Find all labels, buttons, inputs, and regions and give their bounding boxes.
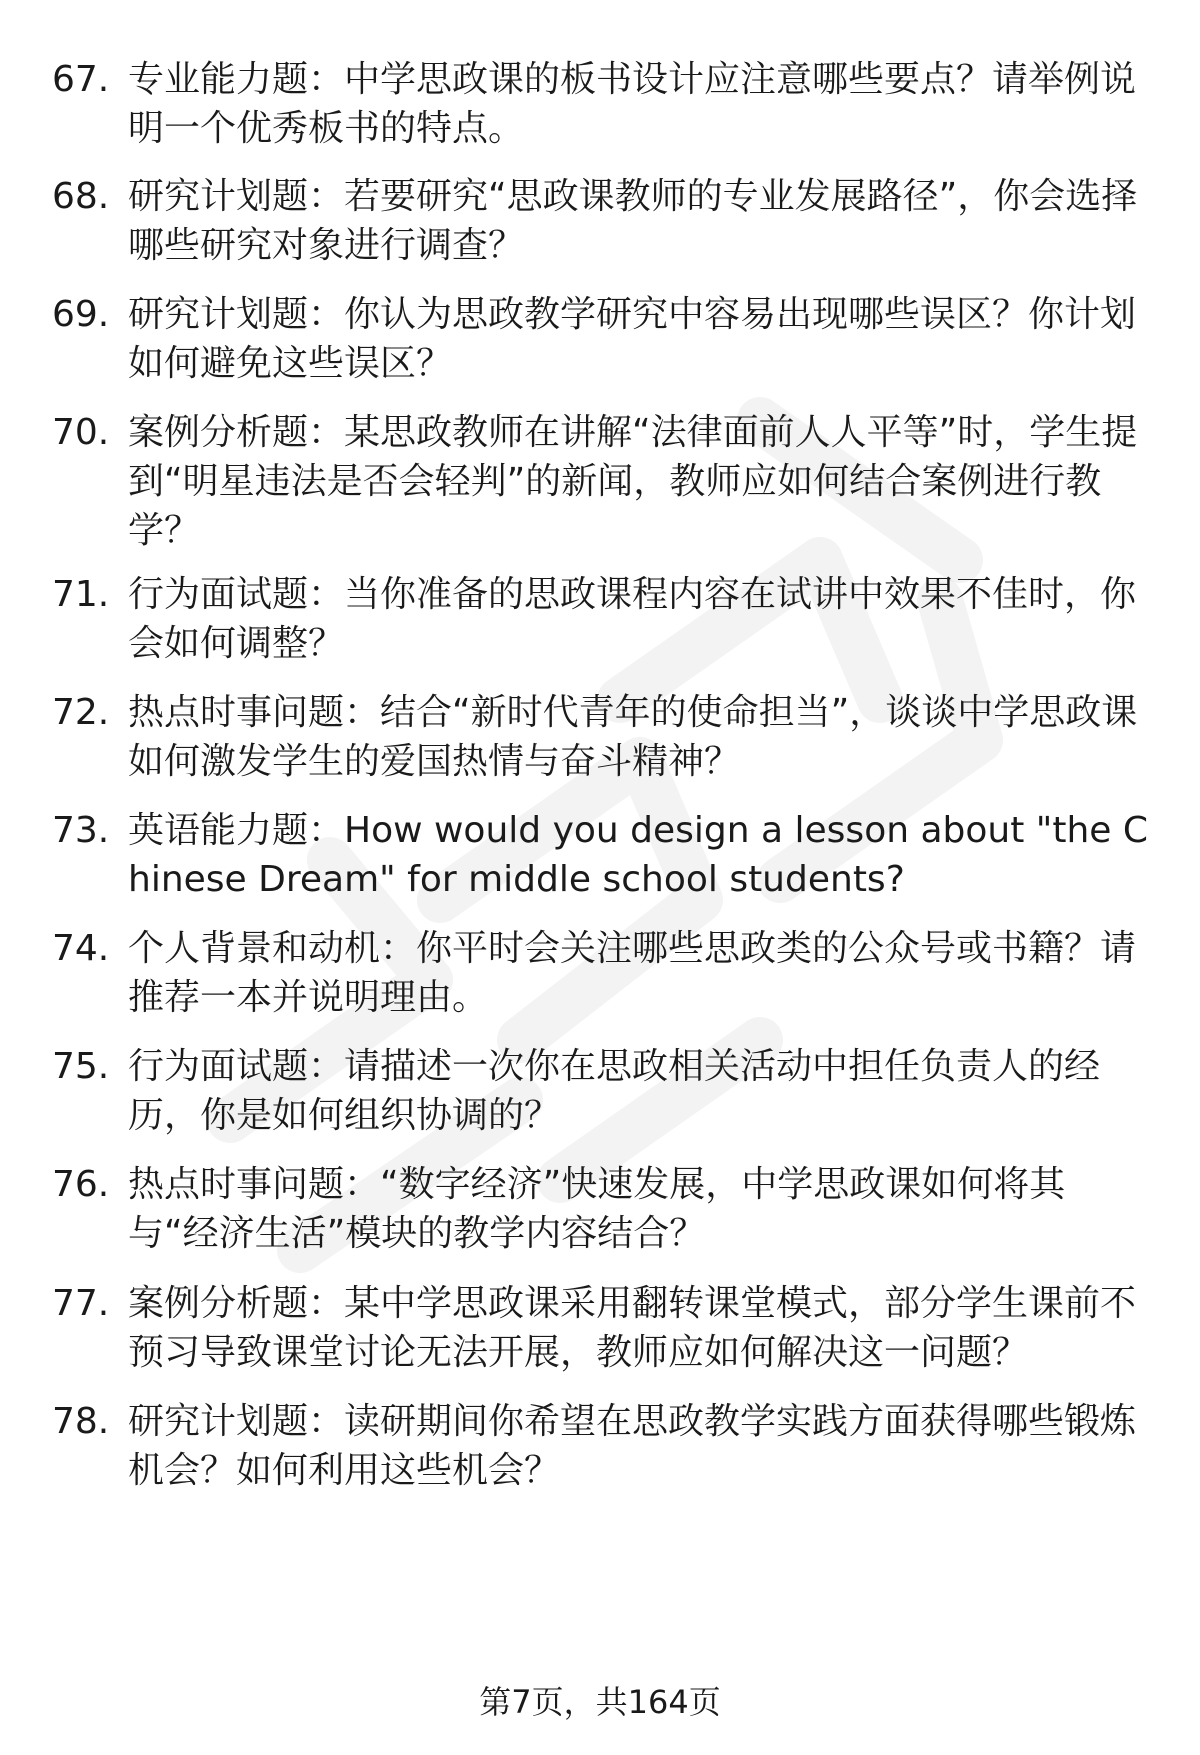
question-number: 67. — [52, 59, 110, 100]
question-number: 78. — [52, 1401, 110, 1442]
question-text: 行为面试题：请描述一次你在思政相关活动中担任负责人的经历，你是如何组织协调的？ — [128, 1046, 1101, 1136]
question-number: 75. — [52, 1046, 110, 1087]
question-number: 72. — [52, 692, 110, 733]
question-number: 68. — [52, 176, 110, 217]
question-text: 个人背景和动机：你平时会关注哪些思政类的公众号或书籍？请推荐一本并说明理由。 — [128, 928, 1137, 1018]
question-text: 研究计划题：你认为思政教学研究中容易出现哪些误区？你计划如何避免这些误区？ — [128, 294, 1137, 384]
question-text: 研究计划题：读研期间你希望在思政教学实践方面获得哪些锻炼机会？如何利用这些机会？ — [128, 1401, 1137, 1491]
question-text: 案例分析题：某中学思政课采用翻转课堂模式，部分学生课前不预习导致课堂讨论无法开展，教师应如何解决这一问题？ — [128, 1283, 1137, 1373]
question-text: 研究计划题：若要研究“思政课教师的专业发展路径”，你会选择哪些研究对象进行调查？ — [128, 176, 1138, 266]
question-number: 71. — [52, 574, 110, 615]
question-text: 热点时事问题：结合“新时代青年的使命担当”，谈谈中学思政课如何激发学生的爱国热情与奋斗精神？ — [128, 692, 1138, 782]
question-number: 70. — [52, 412, 110, 453]
page-number-footer: 第7页，共164页 — [479, 1683, 721, 1721]
question-number: 76. — [52, 1164, 110, 1205]
question-text: 热点时事问题：“数字经济”快速发展，中学思政课如何将其与“经济生活”模块的教学内容结合？ — [128, 1164, 1066, 1254]
question-number: 69. — [52, 294, 110, 335]
question-number: 73. — [52, 810, 110, 851]
question-text: 专业能力题：中学思政课的板书设计应注意哪些要点？请举例说明一个优秀板书的特点。 — [128, 59, 1137, 149]
question-number: 77. — [52, 1283, 110, 1324]
question-number: 74. — [52, 928, 110, 969]
question-text: 行为面试题：当你准备的思政课程内容在试讲中效果不佳时，你会如何调整？ — [128, 574, 1137, 664]
question-text: 英语能力题：How would you design a lesson about "the Chinese Dream" for middle school students? — [128, 810, 1149, 900]
question-text: 案例分析题：某思政教师在讲解“法律面前人人平等”时，学生提到“明星违法是否会轻判”的新闻，教师应如何结合案例进行教学？ — [128, 412, 1138, 551]
